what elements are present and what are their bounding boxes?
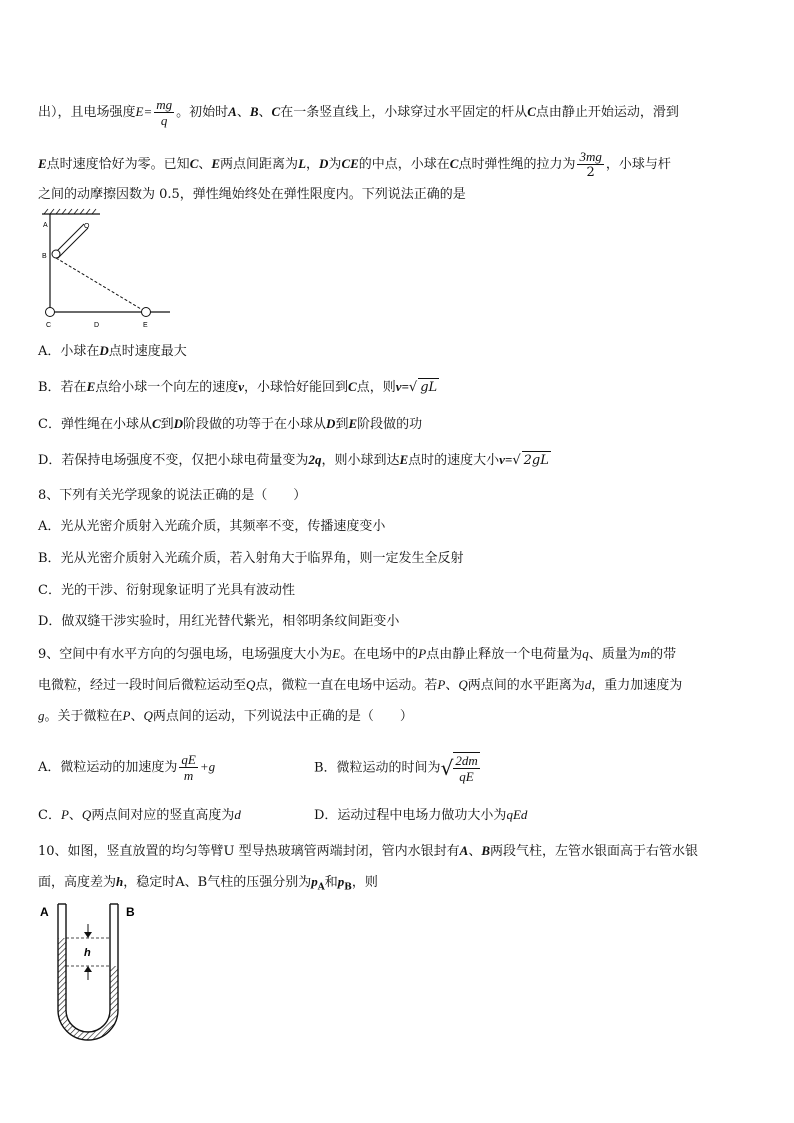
q8-option-b: B．光从光密介质射入光疏介质，若入射角大于临界角，则一定发生全反射 [38, 551, 464, 566]
q10-line-1: 10、如图，竖直放置的均匀等臂U 型导热玻璃管两端封闭，管内水银封有A、B两段气柱，左管水银面高于右管水银 [38, 843, 699, 859]
q9-option-d: D．运动过程中电场力做功大小为qEd [314, 807, 528, 823]
q8-stem: 8、下列有关光学现象的说法正确的是（ ） [38, 488, 307, 503]
label-a: A [43, 222, 48, 229]
ball-at-c [46, 308, 55, 317]
q7-option-b: B．若在E点给小球一个向左的速度v，小球恰好能回到C点，则v=√ gL [38, 379, 438, 395]
qe-over-m-fraction: $\frac{qE}{m}$ [181, 752, 196, 783]
label-b: B [42, 253, 47, 260]
sqrt-2dm-over-qe: $\frac{2dm}{qE}$ [455, 753, 478, 784]
q7-line-1: 出），且电场强度E= $\frac{mg}{q}$ 。初始时A、B、C在一条竖直线上，小球穿过水平固定的杆从C点由静止开始运动，滑到 [38, 97, 679, 128]
arrow-up-icon [84, 966, 92, 972]
q9-line-1: 9、空间中有水平方向的匀强电场，电场强度大小为E。在电场中的P点由静止释放一个电荷量为q、质量为m的带 [38, 646, 677, 662]
q7-option-a: A．小球在D点时速度最大 [38, 343, 187, 359]
ball-at-e [142, 308, 151, 317]
label-b: B [126, 905, 135, 919]
ceiling-hatch [44, 209, 96, 214]
rope-line-1 [54, 224, 84, 254]
rope-line-2 [58, 228, 88, 258]
q10-line-2: 面，高度差为h，稳定时A、B气柱的压强分别为$p_A$和$p_B$，则 [38, 874, 378, 893]
arrow-down-icon [84, 932, 92, 938]
u-tube-figure [36, 898, 146, 1048]
q8-option-d: D．做双缝干涉实验时，用红光替代紫光，相邻明条纹间距变小 [38, 614, 400, 629]
mg-over-q-fraction: $\frac{mg}{q}$ [156, 97, 173, 128]
label-o: O [84, 223, 90, 230]
q9-option-b: B．微粒运动的时间为√ $\frac{2dm}{qE}$ [314, 753, 478, 784]
label-c: C [46, 322, 52, 329]
q7-option-d: D．若保持电场强度不变，仅把小球电荷量变为2q，则小球到达E点时的速度大小v=√ 2gL [38, 452, 549, 468]
q8-option-a: A．光从光密介质射入光疏介质，其频率不变，传播速度变小 [38, 519, 386, 534]
label-d: D [94, 322, 100, 329]
label-e: E [143, 322, 148, 329]
label-a: A [40, 905, 49, 919]
q9-option-c: C．P、Q两点间对应的竖直高度为d [38, 807, 241, 823]
q8-option-c: C．光的干涉、衍射现象证明了光具有波动性 [38, 583, 295, 598]
q7-figure [32, 208, 172, 333]
q9-line-3: g。关于微粒在P、Q两点间的运动，下列说法中正确的是（ ） [38, 708, 413, 724]
pulley-b [52, 250, 60, 258]
dashed-line [56, 258, 146, 312]
q7-line-3: 之间的动摩擦因数为 0.5，弹性绳始终处在弹性限度内。下列说法正确的是 [38, 187, 466, 202]
q9-line-2: 电微粒，经过一段时间后微粒运动至Q点，微粒一直在电场中运动。若P、Q两点间的水平距离为d，重力加速度为 [38, 677, 683, 693]
3mg-over-2-fraction: $\frac{3mg}{2}$ [579, 149, 602, 180]
q7-line-2: E点时速度恰好为零。已知C、E两点间距离为L，D为CE的中点，小球在C点时弹性绳的拉力为 $\frac{3mg}{2}$ ，小球与杆 [38, 149, 671, 180]
q7-option-c: C．弹性绳在小球从C到D阶段做的功等于在小球从D到E阶段做的功 [38, 416, 423, 432]
label-h: h [84, 947, 91, 959]
q9-option-a: A．微粒运动的加速度为 $\frac{qE}{m}$ +g [38, 752, 216, 783]
